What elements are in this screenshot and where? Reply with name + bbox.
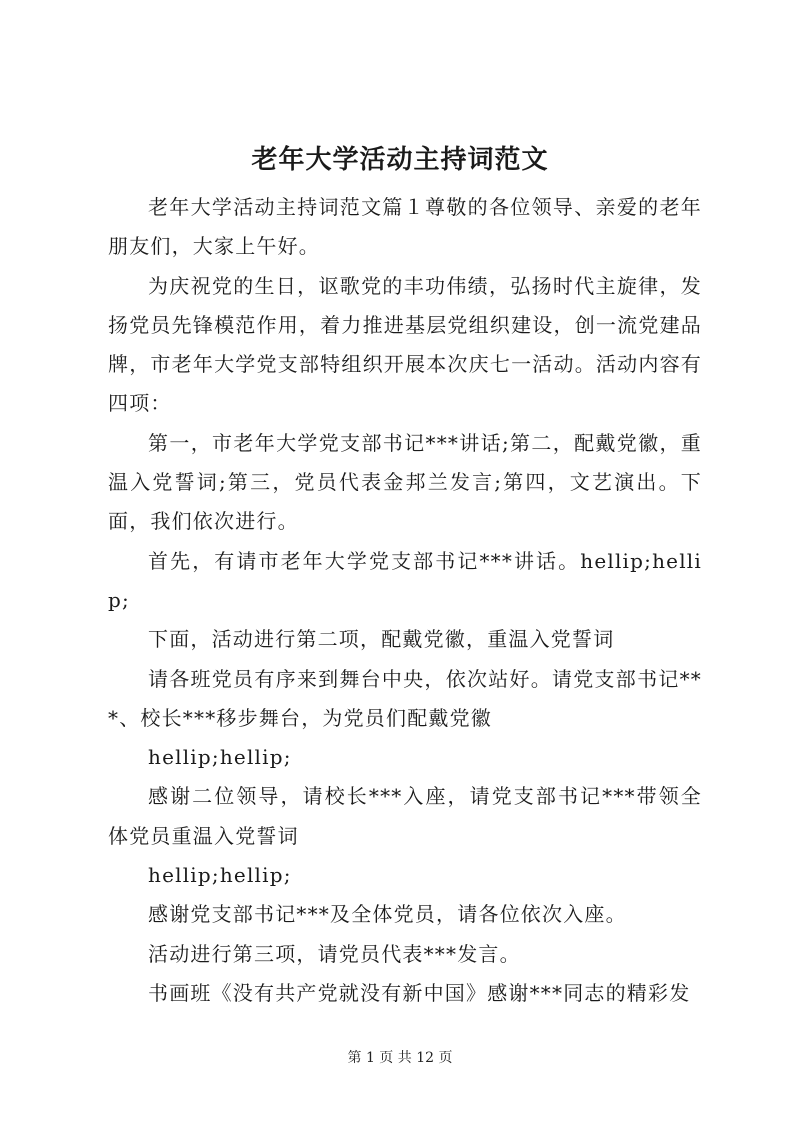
paragraph: 感谢党支部书记***及全体党员，请各位依次入座。 xyxy=(148,902,627,927)
paragraph: hellip;hellip; xyxy=(148,863,292,888)
paragraph: hellip;hellip; xyxy=(148,745,292,770)
paragraph: 下面，活动进行第二项，配戴党徽，重温入党誓词 xyxy=(148,627,615,652)
paragraph: 活动进行第三项，请党员代表***发言。 xyxy=(148,941,521,966)
paragraph: 第一，市老年大学党支部书记***讲话;第二，配戴党徽，重温入党誓词;第三，党员代表金邦兰发言;第四，文艺演出。下面，我们依次进行。 xyxy=(108,430,702,534)
document-title: 老年大学活动主持词范文 xyxy=(251,145,549,175)
page-footer: 第 1 页 共 12 页 xyxy=(347,1050,453,1066)
paragraph: 书画班《没有共产党就没有新中国》感谢***同志的精彩发 xyxy=(148,980,691,1005)
document-body xyxy=(108,188,702,1013)
paragraph: 请各班党员有序来到舞台中央，依次站好。请党支部书记***、校长***移步舞台，为党员们配戴党徽 xyxy=(108,666,702,730)
paragraph: 老年大学活动主持词范文篇１尊敬的各位领导、亲爱的老年朋友们，大家上午好。 xyxy=(108,195,702,259)
paragraph: 为庆祝党的生日，讴歌党的丰功伟绩，弘扬时代主旋律，发扬党员先锋模范作用，着力推进基层党组织建设，创一流党建品牌，市老年大学党支部特组织开展本次庆七一活动。活动内容有四项： xyxy=(108,273,702,416)
paragraph: 感谢二位领导，请校长***入座，请党支部书记***带领全体党员重温入党誓词 xyxy=(108,784,702,848)
paragraph: 首先，有请市老年大学党支部书记***讲话。hellip;hellip; xyxy=(108,548,702,612)
